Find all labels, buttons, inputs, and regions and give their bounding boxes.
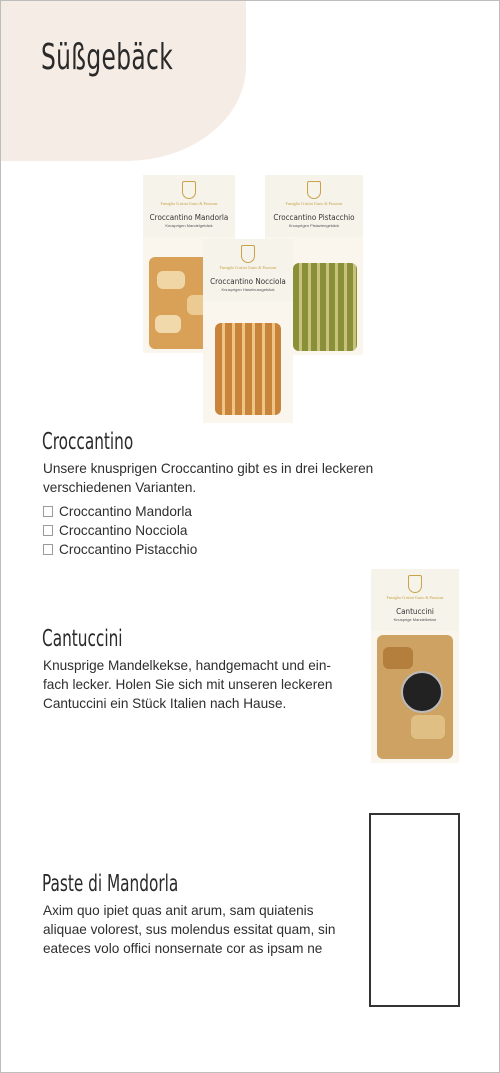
crest-icon: [408, 575, 422, 593]
package-subtitle: Knusprigen Haselnussgebäck: [221, 287, 275, 292]
section-title-paste-di-mandorla: Paste di Mandorla: [42, 871, 179, 897]
cantuccini-photo: [369, 569, 461, 765]
section-title-cantuccini: Cantuccini: [42, 626, 123, 652]
checkbox-icon: [43, 506, 53, 517]
package-nocciola: [203, 239, 293, 423]
package-maker: Famiglia Cristini Gusto & Passione: [219, 265, 277, 270]
list-item: [43, 502, 197, 521]
section-title-croccantino: Croccantino: [42, 429, 134, 455]
package-name: Croccantino Pistacchio: [273, 213, 355, 222]
cantuccini-description: [43, 656, 363, 713]
paste-di-mandorla-description: [43, 901, 363, 958]
description-line: eateces volo offici nonsernate cor as ipsam ne: [43, 941, 323, 956]
package-subtitle: Knusprige Mandelkekse: [393, 617, 437, 622]
list-item-label: Croccantino Pistacchio: [59, 542, 198, 557]
package-subtitle: Knusprigen Mandelgebäck: [165, 223, 213, 228]
package-cantuccini: [371, 569, 459, 763]
crest-icon: [241, 245, 255, 263]
crest-icon: [307, 181, 321, 199]
package-maker: Famiglia Cristini Gusto & Passione: [285, 201, 343, 206]
package-name: Cantuccini: [396, 607, 434, 616]
description-line: Axim quo ipiet quas anit arum, sam quiatenis: [43, 903, 314, 918]
description-line: Knusprige Mandelkekse, handgemacht und ein-: [43, 658, 331, 673]
list-item-label: Croccantino Mandorla: [59, 504, 192, 519]
checkbox-icon: [43, 544, 53, 555]
crest-icon: [182, 181, 196, 199]
package-maker: Famiglia Cristini Gusto & Passione: [160, 201, 218, 206]
description-line: aliquae volorest, sus molendus essitat quam, sin: [43, 922, 336, 937]
image-placeholder-frame: [369, 813, 460, 1007]
page-title: Süßgebäck: [41, 37, 174, 78]
package-subtitle: Knusprigen Pistaziengebäck: [288, 223, 340, 228]
seal-sticker: [401, 671, 443, 713]
list-item-label: Croccantino Nocciola: [59, 523, 188, 538]
package-name: Croccantino Mandorla: [149, 213, 229, 222]
list-item: [43, 521, 197, 540]
decorative-blob: [0, 0, 246, 161]
croccantino-photo: [141, 173, 366, 423]
list-item: [43, 540, 197, 559]
checkbox-icon: [43, 525, 53, 536]
description-line: Cantuccini ein Stück Italien nach Hause.: [43, 696, 287, 711]
description-line: fach lecker. Holen Sie sich mit unseren leckeren: [43, 677, 333, 692]
package-maker: Famiglia Cristini Gusto & Passione: [386, 595, 444, 600]
croccantino-description: Unsere knusprigen Croccantino gibt es in drei leckeren verschiedenen Varianten.: [43, 461, 374, 495]
package-name: Croccantino Nocciola: [210, 277, 286, 286]
croccantino-variant-list: [43, 502, 197, 559]
